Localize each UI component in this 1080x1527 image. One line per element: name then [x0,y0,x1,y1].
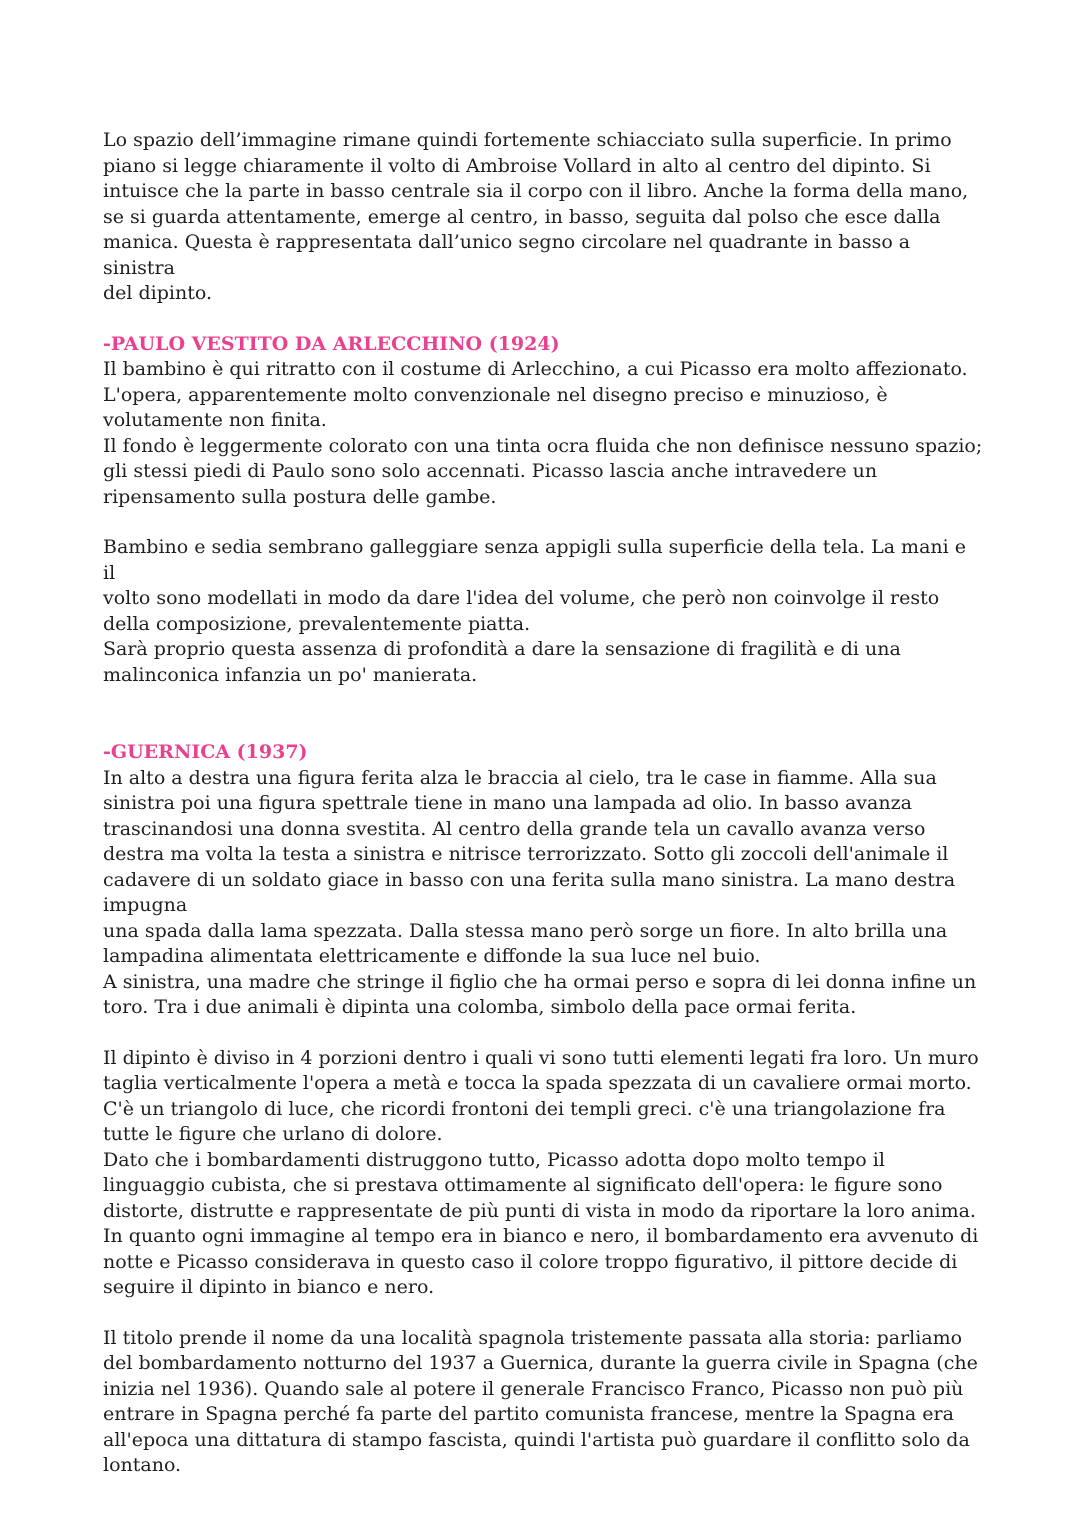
guernica-paragraph-3: Il titolo prende il nome da una località spagnola tristemente passata alla storia: parliamo del bombardamento notturno del 1937 a Guernica, durante la guerra civile in Spagna (che inizia nel 1936). Quando sale al potere il generale Francisco Franco, Picasso non può più entrare in Spagna perché fa parte del partito comunista francese, mentre la Spagna era all'epoca una dittatura di stampo fascista, quindi l'artista può guardare il conflitto solo da lontano. [103,1326,978,1476]
spacer [103,1301,983,1326]
intro-paragraph: Lo spazio dell’immagine rimane quindi fortemente schiacciato sulla superficie. In primo piano si legge chiaramente il volto di Ambroise Vollard in alto al centro del dipinto. Si intuisce che la parte in basso centrale sia il corpo con il libro. Anche la forma della mano, se si guarda attentamente, emerge al centro, in basso, seguita dal polso che esce dalla manica. Questa è rappresentata dall’unico segno circolare nel quadrante in basso a sinistra del dipinto. [103,129,969,304]
section-heading-paulo: -PAULO VESTITO DA ARLECCHINO (1924) [103,332,560,355]
paulo-paragraph-2: Bambino e sedia sembrano galleggiare senza appigli sulla superficie della tela. La mani e il volto sono modellati in modo da dare l'idea del volume, che però non coinvolge il resto della composizione, prevalentemente piatta. Sarà proprio questa assenza di profondità a dare la sensazione di fragilità e di una malinconica infanzia un po' manierata. [103,536,966,686]
spacer [103,1021,983,1046]
spacer [103,510,983,535]
document-page [103,128,983,1479]
guernica-paragraph-2: Il dipinto è diviso in 4 porzioni dentro i quali vi sono tutti elementi legati fra loro. Un muro taglia verticalmente l'opera a metà e tocca la spada spezzata di un cavaliere ormai morto. C'è un triangolo di luce, che ricordi frontoni dei templi greci. c'è una triangolazione fra tutte le figure che urlano di dolore. Dato che i bombardamenti distruggono tutto, Picasso adotta dopo molto tempo il linguaggio cubista, che si prestava ottimamente al significato dell'opera: le figure sono distorte, distrutte e rappresentate de più punti di vista in modo da riportare la loro anima. In quanto ogni immagine al tempo era in bianco e nero, il bombardamento era avvenuto di notte e Picasso considerava in questo caso il colore troppo figurativo, il pittore decide di seguire il dipinto in bianco e nero. [103,1046,979,1298]
guernica-paragraph-1: In alto a destra una figura ferita alza le braccia al cielo, tra le case in fiamme. Alla sua sinistra poi una figura spettrale tiene in mano una lampada ad olio. In basso avanza trascinandosi una donna svestita. Al centro della grande tela un cavallo avanza verso destra ma volta la testa a sinistra e nitrisce terrorizzato. Sotto gli zoccoli dell'animale il cadavere di un soldato giace in basso con una ferita sulla mano sinistra. La mano destra impugna una spada dalla lama spezzata. Dalla stessa mano però sorge un fiore. In alto brilla una lampadina alimentata elettricamente e diffonde la sua luce nel buio. A sinistra, una madre che stringe il figlio che ha ormai perso e sopra di lei donna infine un toro. Tra i due animali è dipinta una colomba, simbolo della pace ormai ferita. [103,766,977,1018]
spacer [103,307,983,332]
section-heading-guernica: -GUERNICA (1937) [103,741,308,763]
spacer [103,688,983,740]
paulo-paragraph-1: Il bambino è qui ritratto con il costume di Arlecchino, a cui Picasso era molto affezionato. L'opera, apparentemente molto convenzionale nel disegno preciso e minuzioso, è volutamente non finita. Il fondo è leggermente colorato con una tinta ocra fluida che non definisce nessuno spazio; gli stessi piedi di Paulo sono solo accennati. Picasso lascia anche intravedere un ripensamento sulla postura delle gambe. [103,358,983,508]
